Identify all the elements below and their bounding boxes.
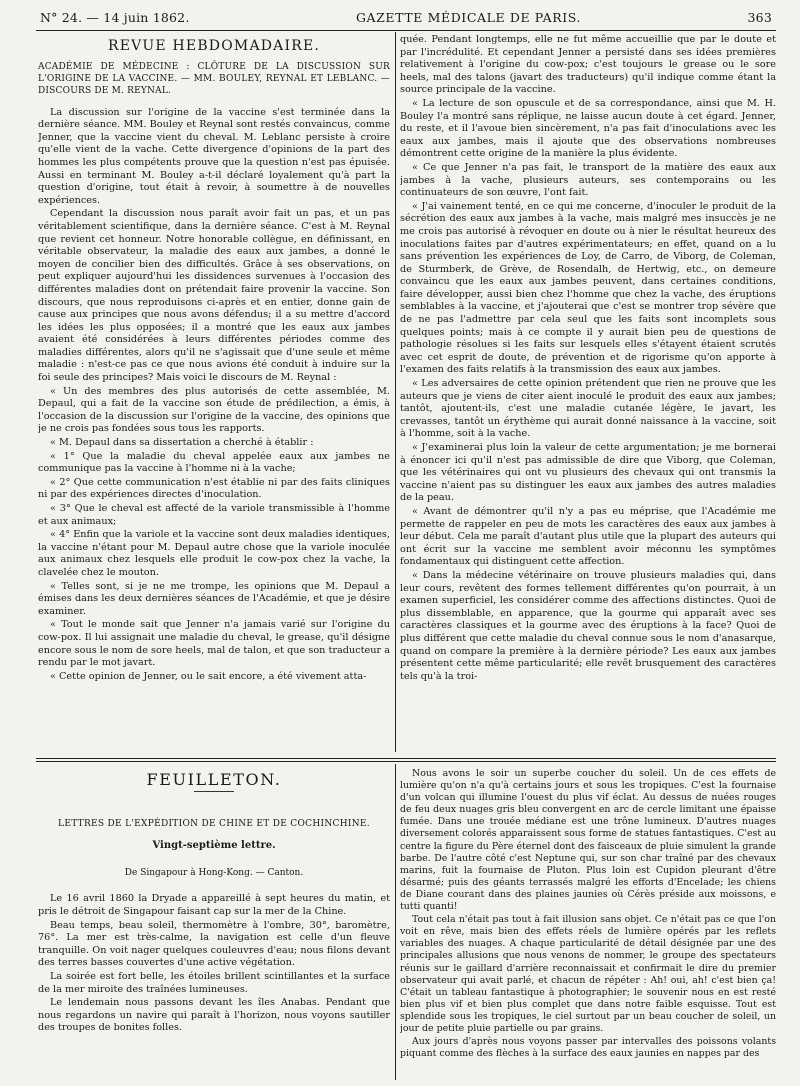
feuilleton-title: FEUILLETON. xyxy=(146,770,282,789)
paragraph: Le lendemain nous passons devant les îles Anabas. Pendant que nous regardons un navire qui paraît à l'horizon, nous voyons sautiller des troupes de bonites folles. xyxy=(38,997,390,1034)
column-divider xyxy=(395,32,396,752)
academy-heading: ACADÉMIE DE MÉDECINE : CLÔTURE DE LA DISCUSSION SUR L'ORIGINE DE LA VACCINE. — MM. BOULEY, REYNAL ET LEBLANC. — DISCOURS DE M. REYNAL. xyxy=(38,61,390,96)
lettres-heading: LETTRES DE L'EXPÉDITION DE CHINE ET DE COCHINCHINE. xyxy=(58,818,370,829)
issue-date: N° 24. — 14 juin 1862. xyxy=(40,9,190,25)
paragraph: Beau temps, beau soleil, thermomètre à l'ombre, 30°, baromètre, 76°. La mer est très-calme, la navigation est celle d'un fleuve tranquille. On voit nager quelques couleuvres d'eau; nous filons devant des terres basses couvertes d'une active végétation. xyxy=(38,919,390,969)
paragraph: Aux jours d'après nous voyons passer par intervalles des poissons volants piquant comme des flèches à la surface des eaux jaunies en nappes par des xyxy=(400,1036,776,1060)
feuilleton-rule xyxy=(36,758,776,759)
paragraph: « 4° Enfin que la variole et la vaccine sont deux maladies identiques, la vaccine n'étant pour M. Depaul autre chose que la variole inoculée aux animaux chez lesquels elle produit le cow-pox chez la vache, la clavelée chez le mouton. xyxy=(38,529,390,578)
revue-left-text xyxy=(38,107,390,684)
feuilleton-rule-double xyxy=(36,761,776,762)
paragraph: « 2° Que cette communication n'est établie ni par des faits cliniques ni par des expériences directes d'inoculation. xyxy=(38,476,390,501)
paragraph: « Avant de démontrer qu'il n'y a pas eu méprise, que l'Académie me permette de rappeler en peu de mots les caractères des eaux aux jambes à leur début. Cela me paraît d'autant plus utile que la plupart des auteurs qui ont écrit sur la vaccine me semblent avoir méconnu les symptômes fondamentaux qui distinguent cette affection. xyxy=(400,505,776,568)
title-underline xyxy=(194,791,234,792)
paragraph: quée. Pendant longtemps, elle ne fut même accueillie que par le doute et par l'incrédulité. Et cependant Jenner a persisté dans ses idées premières relativement à l'origine du cow-pox; c'est toujours le grease ou le sore heels, mal des talons (javart des traducteurs) qu'il indique comme étant la source principale de la vaccine. xyxy=(400,34,776,96)
revue-left-column xyxy=(38,34,390,750)
paragraph: « J'ai vainement tenté, en ce qui me concerne, d'inoculer le produit de la sécrétion des eaux aux jambes à la vache, mais malgré mes insuccès je ne me crois pas autorisé à révoquer en doute ou à nier le résultat heureux des inoculations faites par d'autres expérimentateurs; en effet, quand on a lu sans prévention les expériences de Loy, de Carro, de Viborg, de Coleman, de Sturmberk, de Grève, de Rosendalh, de Hertwig, etc., on demeure convaincu que les eaux aux jambes peuvent, dans certaines conditions, faire développer, aussi bien chez l'homme que chez la vache, des éruptions semblables à la vaccine, et j'ajouterai que c'est se montrer trop sévère que de ne pas l'admettre par cela seul que les faits sont incomplets sous quelques points; mais à ce compte il y aurait bien peu de questions de pathologie résolues si les faits sur lesquels elles s'étayent étaient scrutés avec cet esprit de doute, de prévention et de rigorisme qu'on apporte à l'examen des faits relatifs à la transmission des eaux aux jambes. xyxy=(400,200,776,376)
column-divider xyxy=(395,764,396,1080)
paragraph: « Un des membres des plus autorisés de cette assemblée, M. Depaul, qui a fait de la vaccine son étude de prédilection, a émis, à l'occasion de la discussion sur l'origine de la vaccine, des opinions que je ne crois pas fondées sous tous les rapports. xyxy=(38,385,390,435)
paragraph: « 1° Que la maladie du cheval appelée eaux aux jambes ne communique pas la vaccine à l'homme ni à la vache; xyxy=(38,450,390,475)
feuilleton-left-column xyxy=(38,766,390,1080)
paragraph: « M. Depaul dans sa dissertation a cherché à établir : xyxy=(50,437,314,449)
paragraph: « 3° Que le cheval est affecté de la variole transmissible à l'homme et aux animaux; xyxy=(38,503,390,527)
paragraph: Tout cela n'était pas tout à fait illusion sans objet. Ce n'était pas ce que l'on voit en rêve, mais bien des effets réels de lumière opérés par les reflets variables des nuages. A chaque particularité de détail désignée par une des principales allusions que nous venons de nommer, le groupe des spectateurs réunis sur le gaillard d'arrière reconnaissait et confirmait le dire du premier observateur qui avait parlé, et chacun de répéter : Ah! oui, ah! c'est bien ça! C'était un tableau fantastique à photographier; le souvenir nous en est resté bien plus vif et bien plus complet que dans notre faible esquisse. Tout est splendide sous les tropiques, le ciel surtout par un beau coucher de soleil, un jour de petite pluie partielle ou par grains. xyxy=(400,914,776,1034)
paragraph: Le 16 avril 1860 la Dryade a appareillé à sept heures du matin, et pris le détroit de Singapour faisant cap sur la mer de la Chine. xyxy=(38,893,390,917)
revue-right-column xyxy=(400,34,776,750)
paragraph: « J'examinerai plus loin la valeur de cette argumentation; je me bornerai à énoncer ici qu'il n'est pas admissible de dire que Viborg, que Coleman, que les vétérinaires qui ont vu plusieurs des chevaux qui ont transmis la vaccine n'aient pas su distinguer les eaux aux jambes des autres maladies de la peau. xyxy=(400,442,776,504)
paragraph: Cependant la discussion nous paraît avoir fait un pas, et un pas véritablement scientifique, dans la dernière séance. C'est à M. Reynal que revient cet honneur. Notre honorable collègue, en définissant, en véritable observateur, la maladie des eaux aux jambes, a donné le moyen de concilier bien des difficultés. Grâce à ses observations, on peut expliquer aujourd'hui les dissidences survenues à l'occasion des différentes maladies dont on prétendait faire provenir la vaccine. Son discours, que nous reproduisons ci-après et en entier, donne gain de cause aux principes que nous avons défendus; il a su mettre d'accord les idées les plus opposées; il a montré que les eaux aux jambes avaient été considérées à leurs différentes périodes comme des maladies différentes, alors qu'il ne s'agissait que d'une seule et même maladie : n'est-ce pas ce que nous avions été conduit à induire sur la foi seule des principes? Mais voici le discours de M. Reynal : xyxy=(38,208,390,384)
journal-title: GAZETTE MÉDICALE DE PARIS. xyxy=(355,9,582,25)
page-number: 363 xyxy=(747,9,772,25)
paragraph: Nous avons le soir un superbe coucher du soleil. Un de ces effets de lumière qu'on n'a qu'à certains jours et sous les tropiques. C'est la fournaise d'un volcan qui illumine l'ouest du plus vif éclat. Au dessus de nuées rouges de feu deux nuages gris bleu convergent en arc de cercle limitant une épaisse fumée. Dans une trouée médiane est une trône lumineux. D'autres nuages diversement colorés apparaissent sous forme de statues fantastiques. C'est au centre la figure du Père éternel dont des faisceaux de pluie simulent la grande barbe. De l'autre côté c'est Neptune qui, sur son char traîné par des chevaux marins, fuit la fournaise de Pluton. Plus loin est Cupidon pleurant d'être désarmé; puis des géants terrassés malgré les efforts d'Encelade; les chiens de Diane courant dans des plaines jaunies où Cérès préside aux moissons, e tutti quanti! xyxy=(400,768,776,913)
paragraph: « Les adversaires de cette opinion prétendent que rien ne prouve que les auteurs que je viens de citer aient inoculé le produit des eaux aux jambes; tantôt, ajoutent-ils, c'est une maladie cutanée légère, le javart, les crevasses, tantôt un érythème qui aurait donné naissance à la vaccine, soit à l'homme, soit à la vache. xyxy=(400,378,776,440)
paragraph: « Cette opinion de Jenner, ou le sait encore, a été vivement atta- xyxy=(50,670,367,682)
paragraph: « Dans la médecine vétérinaire on trouve plusieurs maladies qui, dans leur cours, revêtent des formes tellement différentes qu'on pourrait, à un examen superficiel, les considérer comme des affections distinctes. Quoi de plus dissemblable, en apparence, que la gourme qui apparaît avec ses caractères classiques et la gourme avec des éruptions à la face? Quoi de plus différent que cette maladie du cheval connue sous le nom d'anasarque, quand on compare la première à la dernière période? Les eaux aux jambes présentent cette même particularité; elle revêt brusquement des caractères tels qu'à la troi- xyxy=(400,569,776,682)
page-header xyxy=(40,6,772,28)
header-rule xyxy=(36,30,776,31)
paragraph: La discussion sur l'origine de la vaccine s'est terminée dans la dernière séance. MM. Bouley et Reynal sont restés convaincus, comme Jenner, que la vaccine vient du cheval. M. Leblanc persiste à croire qu'elle vient de la vache. Cette divergence d'opinions de la part des hommes les plus compétents prouve que la question n'est pas épuisée. Aussi en terminant M. Bouley a-t-il déclaré loyalement qu'à part la question d'origine, tout était à revoir, à soumettre à de nouvelles expériences. xyxy=(38,106,390,206)
paragraph: « Telles sont, si je ne me trompe, les opinions que M. Depaul a émises dans les deux dernières séances de l'Académie, et que je désire examiner. xyxy=(38,580,390,617)
paragraph: « La lecture de son opuscule et de sa correspondance, ainsi que M. H. Bouley l'a montré sans réplique, ne laisse aucun doute à cet égard. Jenner, du reste, et il l'avoue bien sincèrement, n'a pas fait d'inoculations avec les eaux aux jambes, mais il ajoute que des observations nombreuses démontrent cette origine de la manière la plus évidente. xyxy=(400,97,776,160)
letter-number: Vingt-septième lettre. xyxy=(152,840,276,852)
route-subtitle: De Singapour à Hong-Kong. — Canton. xyxy=(124,867,304,878)
paragraph: « Ce que Jenner n'a pas fait, le transport de la matière des eaux aux jambes à la vache, plusieurs auteurs, ses contemporains ou les continuateurs de son œuvre, l'ont fait. xyxy=(400,161,776,199)
revue-title: REVUE HEBDOMADAIRE. xyxy=(107,38,321,54)
feuilleton-right-column xyxy=(400,768,776,1080)
paragraph: « Tout le monde sait que Jenner n'a jamais varié sur l'origine du cow-pox. Il lui assignait une maladie du cheval, le grease, qu'il désigne encore sous le nom de sore heels, mal de talon, et que son traducteur a rendu par le mot javart. xyxy=(38,619,390,669)
paragraph: La soirée est fort belle, les étoiles brillent scintillantes et la surface de la mer miroite des traînées lumineuses. xyxy=(38,970,390,995)
